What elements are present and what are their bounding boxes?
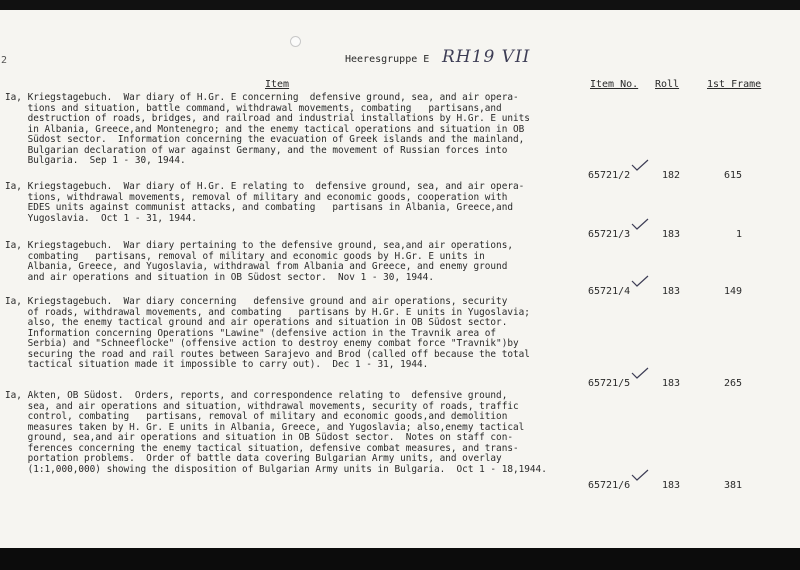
- entry-line: sea, and air operations and situation, withdrawal movements, security of roads, traffic: [5, 400, 519, 412]
- entry-line: combating partisans, removal of military and economic goods by H.Gr. E units in: [5, 250, 485, 262]
- entry-line: Yugoslavia. Oct 1 - 31, 1944.: [5, 212, 197, 224]
- column-header-first-frame: 1st Frame: [707, 79, 762, 90]
- page-title: Heeresgruppe E: [345, 54, 430, 65]
- archive-stamp: RH19 VII: [442, 47, 531, 67]
- first-frame-number: 149: [723, 286, 742, 297]
- entry-line: Information concerning Operations "Lawine" (defensive action in the Travnik area of: [5, 327, 497, 339]
- entry-description: [5, 241, 585, 283]
- roll-number: 183: [662, 480, 681, 491]
- entry-line: Bulgaria. Sep 1 - 30, 1944.: [5, 155, 186, 166]
- first-frame-number: 615: [723, 170, 742, 181]
- roll-number: 183: [662, 378, 681, 389]
- punch-hole: [290, 36, 301, 47]
- check-mark-icon: [631, 275, 649, 287]
- check-stroke: [632, 219, 648, 229]
- column-header-roll: Roll: [655, 79, 680, 90]
- entry-line: tactical situation made it impossible to carry out). Dec 1 - 31, 1944.: [5, 359, 429, 370]
- item-number: 65721/6: [588, 480, 631, 491]
- first-frame-number: 265: [723, 378, 742, 389]
- entry-description: [5, 297, 585, 371]
- roll-number: 183: [662, 286, 681, 297]
- entry-line: ferences concerning the enemy tactical situation, defensive combat measures, and trans-: [5, 442, 519, 454]
- column-header-item: Item: [265, 79, 290, 90]
- item-number: 65721/5: [588, 378, 631, 389]
- roll-number: 182: [662, 170, 681, 181]
- item-number: 65721/4: [588, 286, 631, 297]
- entry-line: in Albania, Greece,and Montenegro; and the enemy tactical operations and situation in OB: [5, 123, 525, 135]
- roll-number: 183: [662, 229, 681, 240]
- entry-line: Südost sector. Information concerning the evacuation of Greek islands and the mainland,: [5, 134, 525, 145]
- entry-line: ground, sea,and air operations and situation in OB Südost sector. Notes on staff con-: [5, 432, 513, 443]
- entry-line: tions, withdrawal movements, removal of military and economic goods, cooperation with: [5, 191, 508, 203]
- check-stroke: [632, 276, 648, 286]
- column-header-item-no: Item No.: [590, 79, 639, 90]
- entry-line: Bulgarian declaration of war against Germany, and the movement of Russian forces into: [5, 144, 508, 156]
- entry-line: Ia, Akten, OB Südost. Orders, reports, and correspondence relating to defensive ground,: [5, 390, 508, 401]
- margin-mark: 2: [1, 55, 8, 66]
- check-mark-icon: [631, 218, 649, 230]
- check-mark-icon: [631, 469, 649, 481]
- entry-line: Serbia) and "Schneeflocke" (offensive action to destroy enemy combat force "Travnik")by: [5, 338, 519, 349]
- check-stroke: [632, 160, 648, 170]
- first-frame-number: 381: [723, 480, 742, 491]
- entry-line: portation problems. Order of battle data covering Bulgarian Army units, and overlay: [5, 453, 502, 464]
- entry-line: Ia, Kriegstagebuch. War diary of H.Gr. E relating to defensive ground, sea, and air opera-: [5, 181, 525, 192]
- entry-description: [5, 93, 585, 167]
- entry-line: and air operations and situation in OB Südost sector. Nov 1 - 30, 1944.: [5, 271, 434, 283]
- document-page: [0, 10, 800, 548]
- entry-line: control, combating partisans, removal of military and economic goods,and demolition: [5, 411, 508, 422]
- entry-line: EDES units against communist attacks, and combating partisans in Albania, Greece,and: [5, 202, 513, 213]
- item-number: 65721/3: [588, 229, 631, 240]
- entry-line: securing the road and rail routes between Sarajevo and Brod (called off because the total: [5, 348, 530, 360]
- entry-line: Ia, Kriegstagebuch. War diary concerning defensive ground and air operations, security: [5, 296, 508, 307]
- entry-line: also, the enemy tactical ground and air operations and situation in OB Südost sector.: [5, 317, 508, 328]
- entry-description: [5, 182, 585, 224]
- entry-line: destruction of roads, bridges, and railroad and industrial installations by H.Gr. E units: [5, 113, 530, 124]
- first-frame-number: 1: [735, 229, 742, 240]
- scan-border: [0, 548, 800, 570]
- check-stroke: [632, 368, 648, 378]
- entry-line: Ia, Kriegstagebuch. War diary of H.Gr. E concerning defensive ground, sea, and air opera-: [5, 92, 519, 103]
- check-mark-icon: [631, 367, 649, 379]
- item-number: 65721/2: [588, 170, 631, 181]
- entry-line: of roads, withdrawal movements, and combating partisans by H.Gr. E units in Yugoslavia;: [5, 306, 530, 318]
- entry-line: Ia, Kriegstagebuch. War diary pertaining to the defensive ground, sea,and air operations,: [5, 240, 513, 251]
- entry-line: Albania, Greece, and Yugoslavia, withdrawal from Albania and Greece, and enemy ground: [5, 261, 508, 272]
- entry-line: (1:1,000,000) showing the disposition of Bulgarian Army units in Bulgaria. Oct 1 - 18,1944.: [5, 463, 547, 475]
- entry-line: tions and situation, battle command, withdrawal movements, combating partisans,and: [5, 102, 502, 114]
- entry-line: measures taken by H. Gr. E units in Albania, Greece, and Yugoslavia; also,enemy tactical: [5, 421, 525, 433]
- check-mark-icon: [631, 159, 649, 171]
- check-stroke: [632, 470, 648, 480]
- entry-description: [5, 391, 585, 475]
